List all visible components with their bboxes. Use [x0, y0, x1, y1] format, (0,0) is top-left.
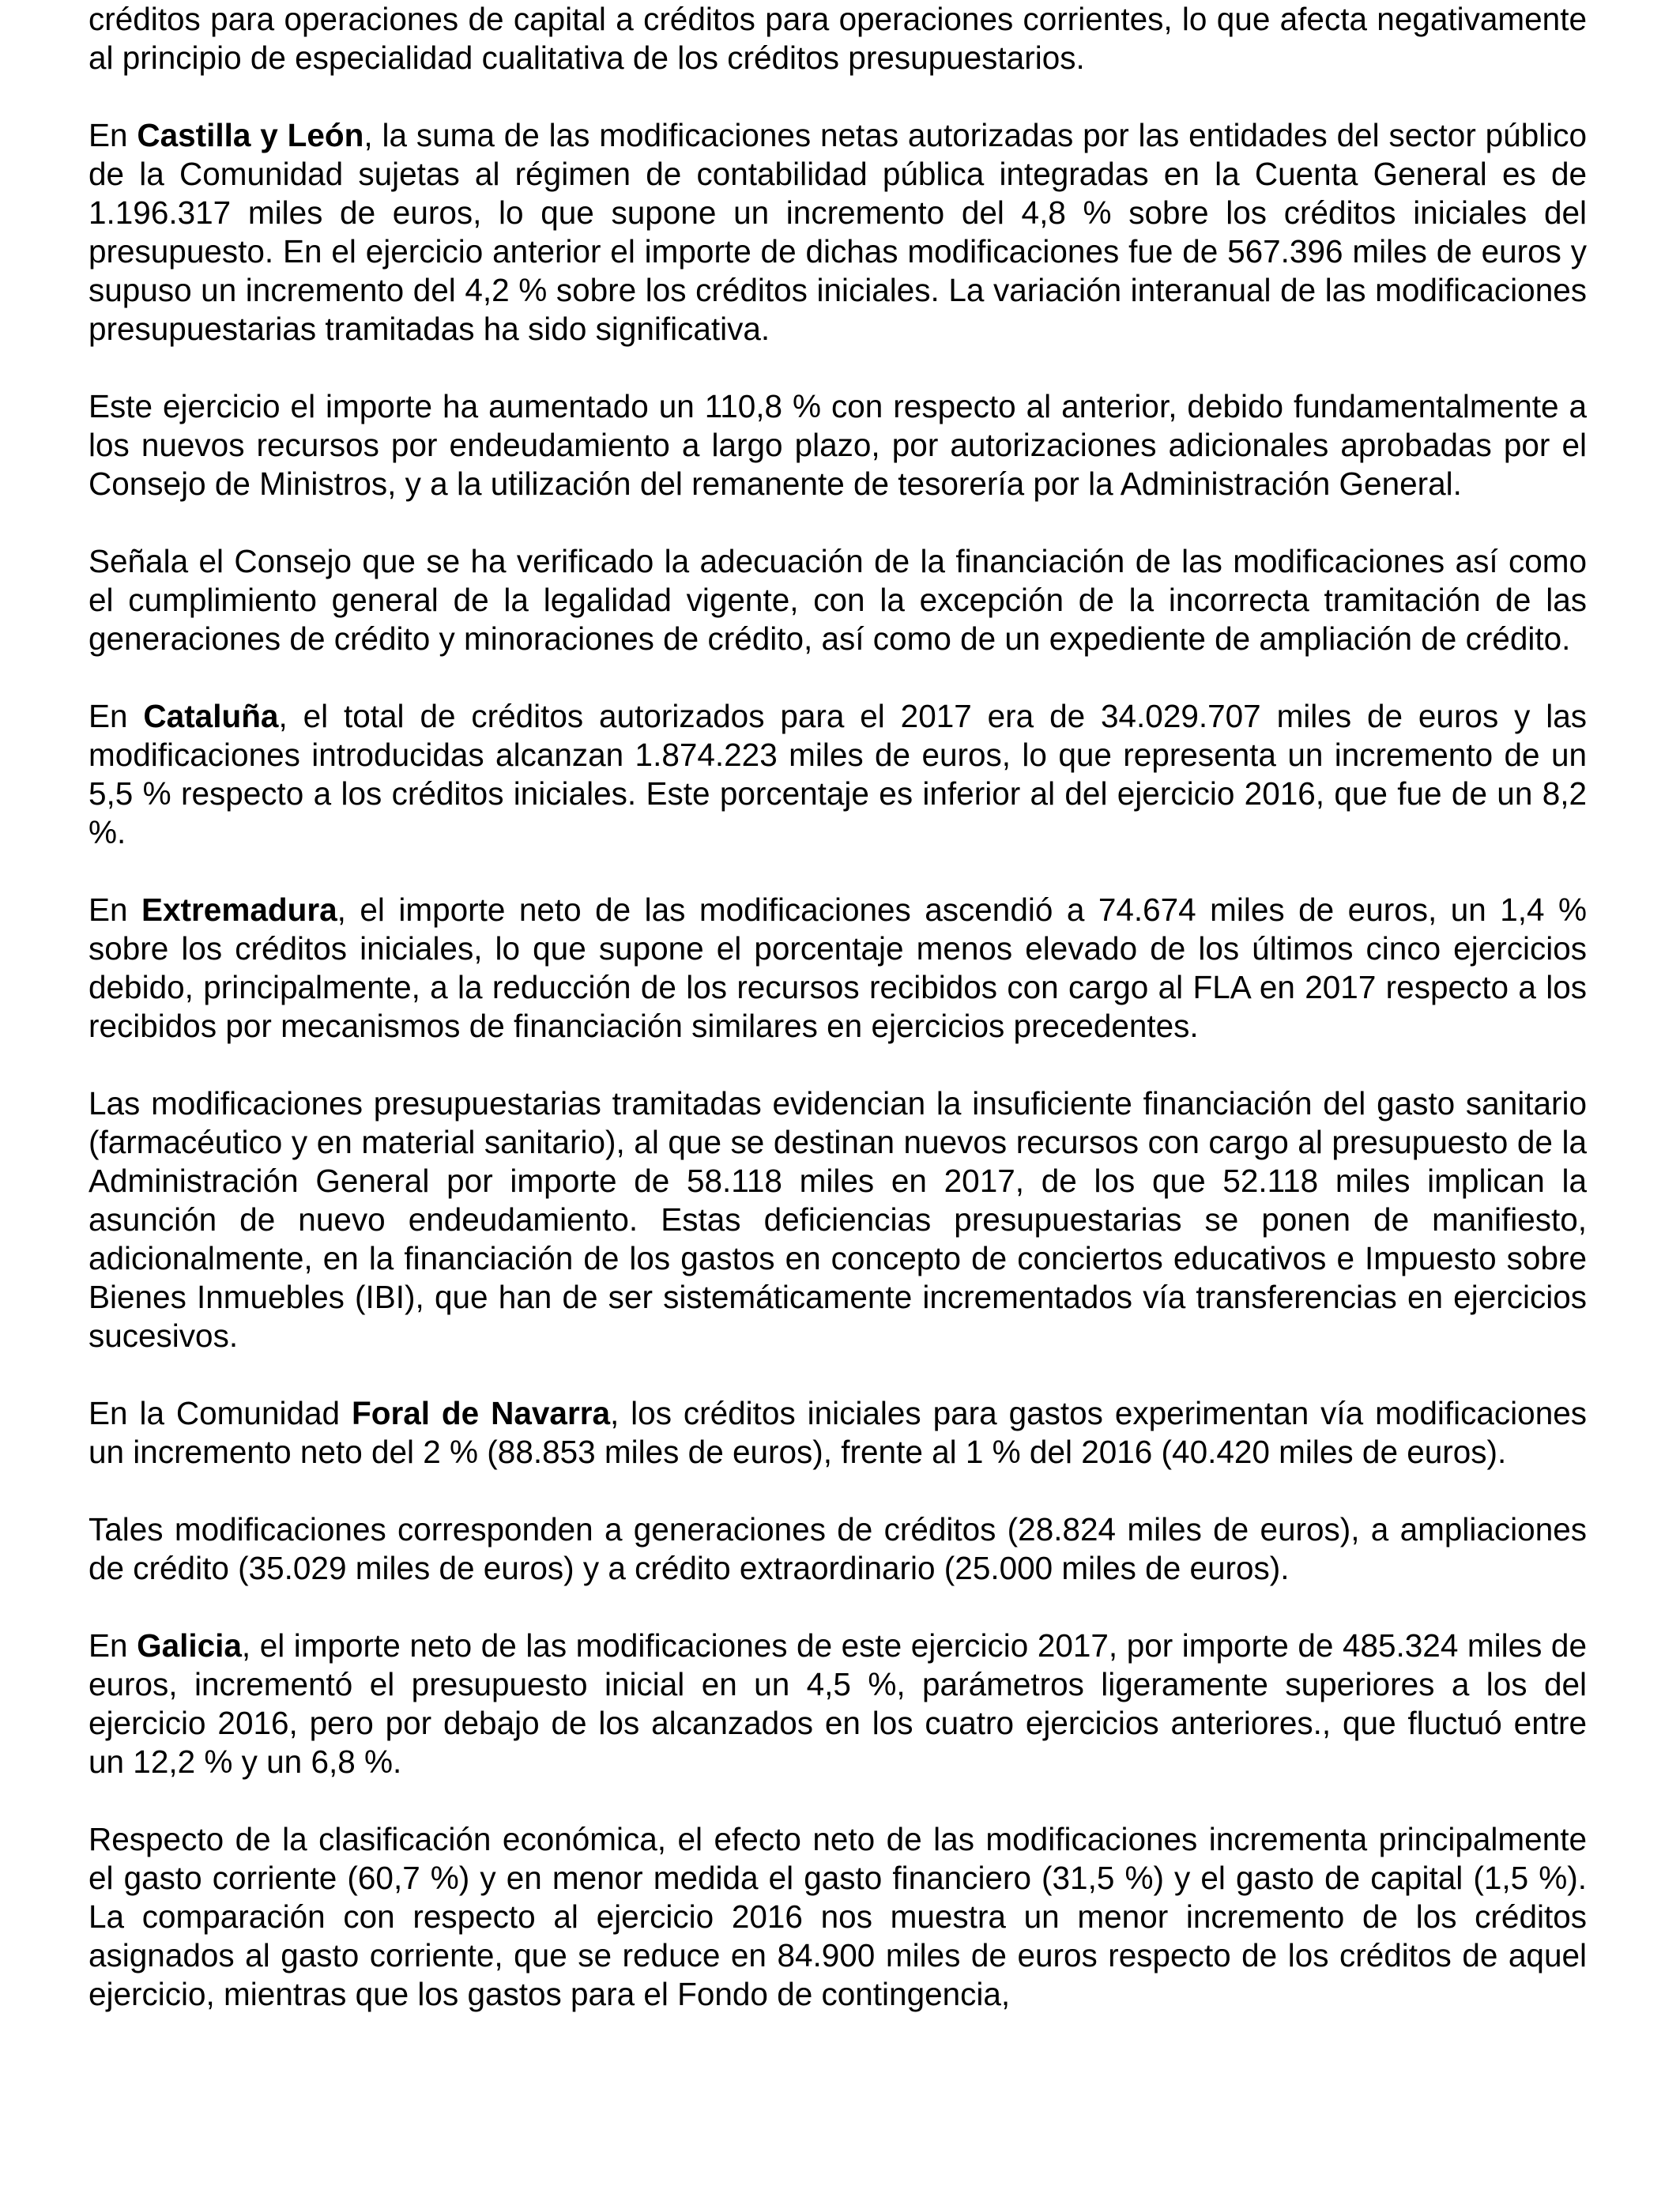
- region-name-cataluna: Cataluña: [143, 698, 279, 734]
- paragraph-cataluna: [89, 697, 1587, 852]
- paragraph-aumento-importe: [89, 387, 1587, 503]
- paragraph-text: créditos para operaciones de capital a créditos para operaciones corrientes, lo que afecta negativamente al principio de especialidad cualitativa de los créditos presupuestarios.: [89, 1, 1587, 76]
- paragraph-clasificacion-economica: [89, 1820, 1587, 2014]
- paragraph-text: Señala el Consejo que se ha verificado la adecuación de la financiación de las modificaciones así como el cumplimiento general de la legalidad vigente, con la excepción de la incorrecta tramitación de las generaciones de crédito y minoraciones de crédito, así como de un expediente de ampliación de crédito.: [89, 543, 1587, 657]
- paragraph-text: , los créditos iniciales para gastos experimentan vía modificaciones un incremento neto del 2 % (88.853 miles de euros), frente al 1 % del 2016 (40.420 miles de euros).: [89, 1395, 1587, 1470]
- region-name-extremadura: Extremadura: [141, 892, 337, 928]
- paragraph-text: Este ejercicio el importe ha aumentado un 110,8 % con respecto al anterior, debido fundamentalmente a los nuevos recursos por endeudamiento a largo plazo, por autorizaciones adicionales aprobadas por el Consejo de Ministros, y a la utilización del remanente de tesorería por la Administración General.: [89, 388, 1587, 502]
- paragraph-text: En: [89, 892, 142, 928]
- paragraph-text: , la suma de las modificaciones netas autorizadas por las entidades del sector público de la Comunidad sujetas al régimen de contabilidad pública integradas en la Cuenta General es de 1.196.317 miles de euros, lo que supone un incremento del 4,8 % sobre los créditos iniciales del presupuesto. En el ejercicio anterior el importe de dichas modificaciones fue de 567.396 miles de euros y supuso un incremento del 4,2 % sobre los créditos iniciales. La variación interanual de las modificaciones presupuestarias tramitadas ha sido significativa.: [89, 117, 1587, 347]
- paragraph-text: Las modificaciones presupuestarias tramitadas evidencian la insuficiente financiación del gasto sanitario (farmacéutico y en material sanitario), al que se destinan nuevos recursos con cargo al presupuesto de la Administración General por importe de 58.118 miles en 2017, de los que 52.118 miles implican la asunción de nuevo endeudamiento. Estas deficiencias presupuestarias se ponen de manifiesto, adicionalmente, en la financiación de los gastos en concepto de conciertos educativos e Impuesto sobre Bienes Inmuebles (IBI), que han de ser sistemáticamente incrementados vía transferencias en ejercicios sucesivos.: [89, 1085, 1587, 1354]
- paragraph-text: Respecto de la clasificación económica, el efecto neto de las modificaciones incrementa principalmente el gasto corriente (60,7 %) y en menor medida el gasto financiero (31,5 %) y el gasto de capital (1,5 %). La comparación con respecto al ejercicio 2016 nos muestra un menor incremento de los créditos asignados al gasto corriente, que se reduce en 84.900 miles de euros respecto de los créditos de aquel ejercicio, mientras que los gastos para el Fondo de contingencia,: [89, 1821, 1587, 2012]
- paragraph-text: En: [89, 1627, 137, 1664]
- paragraph-text: Tales modificaciones corresponden a generaciones de créditos (28.824 miles de euros), a ampliaciones de crédito (35.029 miles de euros) y a crédito extraordinario (25.000 miles de euros).: [89, 1511, 1587, 1586]
- region-name-castilla-leon: Castilla y León: [137, 117, 364, 153]
- paragraph-text: , el importe neto de las modificaciones ascendió a 74.674 miles de euros, un 1,4 % sobre los créditos iniciales, lo que supone el porcentaje menos elevado de los últimos cinco ejercicios debido, principalmente, a la reducción de los recursos recibidos con cargo al FLA en 2017 respecto a los recibidos por mecanismos de financiación similares en ejercicios precedentes.: [89, 892, 1587, 1044]
- paragraph-text: , el importe neto de las modificaciones de este ejercicio 2017, por importe de 485.324 miles de euros, incrementó el presupuesto inicial en un 4,5 %, parámetros ligeramente superiores a los del ejercicio 2016, pero por debajo de los alcanzados en los cuatro ejercicios anteriores., que fluctuó entre un 12,2 % y un 6,8 %.: [89, 1627, 1587, 1780]
- paragraph-navarra: [89, 1394, 1587, 1472]
- paragraph-especialidad: [89, 0, 1587, 77]
- paragraph-gasto-sanitario: [89, 1084, 1587, 1355]
- paragraph-tales-modificaciones: [89, 1510, 1587, 1588]
- region-name-galicia: Galicia: [137, 1627, 242, 1664]
- paragraph-text: En la Comunidad: [89, 1395, 352, 1431]
- paragraph-galicia: [89, 1627, 1587, 1781]
- paragraph-text: , el total de créditos autorizados para el 2017 era de 34.029.707 miles de euros y las modificaciones introducidas alcanzan 1.874.223 miles de euros, lo que representa un incremento de un 5,5 % respecto a los créditos iniciales. Este porcentaje es inferior al del ejercicio 2016, que fue de un 8,2 %.: [89, 698, 1587, 850]
- region-name-navarra: Foral de Navarra: [351, 1395, 610, 1431]
- paragraph-text: En: [89, 117, 137, 153]
- document-page: [89, 0, 1587, 2053]
- paragraph-extremadura: [89, 891, 1587, 1046]
- paragraph-castilla-leon: [89, 116, 1587, 349]
- paragraph-consejo: [89, 542, 1587, 658]
- paragraph-text: En: [89, 698, 144, 734]
